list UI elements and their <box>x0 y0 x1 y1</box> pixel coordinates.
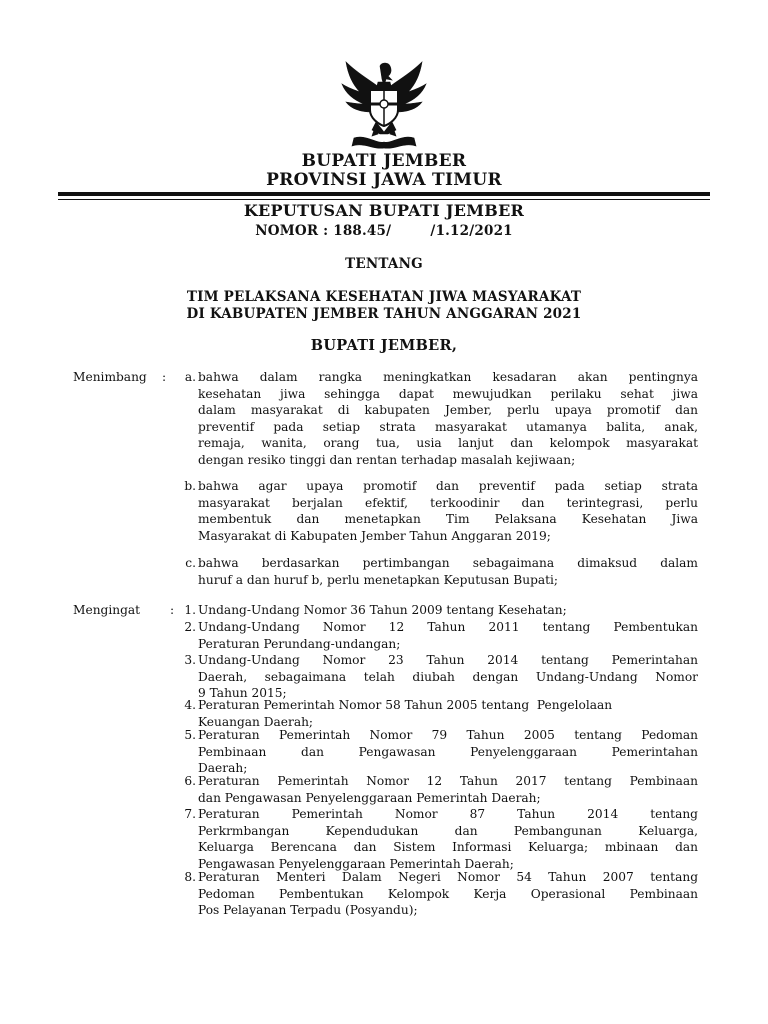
text-line: kesehatan jiwa sehingga dapat mewujudkan perilaku sehat jiwa <box>198 386 698 401</box>
mengingat-item-4 <box>176 697 698 730</box>
about-heading: TENTANG <box>345 256 423 272</box>
subject-line-2: DI KABUPATEN JEMBER TAHUN ANGGARAN 2021 <box>186 306 582 322</box>
text-line: Pos Pelayanan Terpadu (Posyandu); <box>198 903 418 918</box>
text-line: dalam masyarakat di kabupaten Jember, perlu upaya promotif dan <box>198 403 698 418</box>
text-line: remaja, wanita, orang tua, usia lanjut dan kelompok masyarakat <box>198 436 698 451</box>
menimbang-colon: : <box>162 370 167 384</box>
regent-title: BUPATI JEMBER <box>301 151 467 171</box>
header-rule-thick <box>58 192 710 196</box>
item-marker: 4. <box>184 698 196 712</box>
text-line: membentuk dan menetapkan Tim Pelaksana Kesehatan Jiwa <box>198 512 698 527</box>
mengingat-item-2 <box>176 619 698 652</box>
item-marker: 5. <box>184 728 196 742</box>
mengingat-item-8 <box>176 869 698 919</box>
text-line: Peraturan Perundang-undangan; <box>198 636 401 651</box>
item-marker: a. <box>184 370 196 384</box>
mengingat-colon: : <box>170 603 175 617</box>
item-marker: c. <box>185 556 196 570</box>
text-line: Keuangan Daerah; <box>198 714 314 729</box>
text-line: Pedoman Pembentukan Kelompok Kerja Operasional Pembinaan <box>198 886 698 901</box>
text-line: Peraturan Pemerintah Nomor 87 Tahun 2014 tentang <box>198 807 698 821</box>
text-line: Peraturan Pemerintah Nomor 58 Tahun 2005 tentang Pengelolaan <box>198 698 613 712</box>
text-line: Daerah, sebagaimana telah diubah dengan Undang-Undang Nomor <box>198 669 698 684</box>
item-marker: 7. <box>184 807 196 821</box>
text-line: preventif pada setiap strata masyarakat utamanya balita, anak, <box>198 419 698 434</box>
text-line: Peraturan Pemerintah Nomor 79 Tahun 2005 tentang Pedoman <box>198 728 698 742</box>
text-line: bahwa dalam rangka meningkatkan kesadaran akan pentingnya <box>198 370 698 384</box>
menimbang-item-b <box>176 478 698 544</box>
decree-number: NOMOR : 188.45/ /1.12/2021 <box>255 223 513 239</box>
text-line: 9 Tahun 2015; <box>198 686 287 701</box>
text-line: Pembinaan dan Pengawasan Penyelenggaraan Pemerintahan <box>198 744 698 759</box>
province-title: PROVINSI JAWA TIMUR <box>266 170 502 190</box>
decree-type: KEPUTUSAN BUPATI JEMBER <box>243 201 525 220</box>
text-line: Daerah; <box>198 761 248 776</box>
text-line: bahwa berdasarkan pertimbangan sebagaimana dimaksud dalam <box>198 556 698 570</box>
text-line: Undang-Undang Nomor 23 Tahun 2014 tentang Pemerintahan <box>198 653 698 667</box>
menimbang-item-c <box>176 555 698 588</box>
item-marker: b. <box>184 479 196 493</box>
item-marker: 8. <box>184 870 196 884</box>
garuda-emblem-icon <box>336 58 432 152</box>
text-line: Perkrmbangan Kependudukan dan Pembangunan Keluarga, <box>198 823 698 838</box>
text-line: bahwa agar upaya promotif dan preventif pada setiap strata <box>198 479 698 493</box>
subject-line-1: TIM PELAKSANA KESEHATAN JIWA MASYARAKAT <box>186 289 582 305</box>
text-line: huruf a dan huruf b, perlu menetapkan Keputusan Bupati; <box>198 572 559 587</box>
text-line: Undang-Undang Nomor 12 Tahun 2011 tentang Pembentukan <box>198 620 698 634</box>
authority-heading: BUPATI JEMBER, <box>310 337 458 354</box>
menimbang-label: Menimbang <box>73 370 147 384</box>
text-line: dan Pengawasan Penyelenggaraan Pemerintah Daerah; <box>198 790 541 805</box>
mengingat-item-3 <box>176 652 698 702</box>
mengingat-item-5 <box>176 727 698 777</box>
text-line: Peraturan Menteri Dalam Negeri Nomor 54 Tahun 2007 tentang <box>198 870 698 884</box>
mengingat-item-1 <box>176 602 698 619</box>
item-marker: 6. <box>184 774 196 788</box>
menimbang-item-a <box>176 369 698 469</box>
text-line: Keluarga Berencana dan Sistem Informasi Keluarga; mbinaan dan <box>198 840 698 855</box>
text-line: Pengawasan Penyelenggaraan Pemerintah Daerah; <box>198 856 514 871</box>
text-line: dengan resiko tinggi dan rentan terhadap masalah kejiwaan; <box>198 452 576 467</box>
item-marker: 3. <box>184 653 196 667</box>
mengingat-label: Mengingat <box>73 603 141 617</box>
item-marker: 1. <box>184 603 196 617</box>
item-marker: 2. <box>184 620 196 634</box>
text-line: Peraturan Pemerintah Nomor 12 Tahun 2017 tentang Pembinaan <box>198 774 698 788</box>
text-line: Undang-Undang Nomor 36 Tahun 2009 tentang Kesehatan; <box>198 603 567 617</box>
mengingat-item-6 <box>176 773 698 806</box>
mengingat-item-7 <box>176 806 698 872</box>
header-rule-thin <box>58 199 710 200</box>
text-line: Masyarakat di Kabupaten Jember Tahun Anggaran 2019; <box>198 528 551 543</box>
text-line: masyarakat berjalan efektif, terkoodinir dan terintegrasi, perlu <box>198 495 698 510</box>
